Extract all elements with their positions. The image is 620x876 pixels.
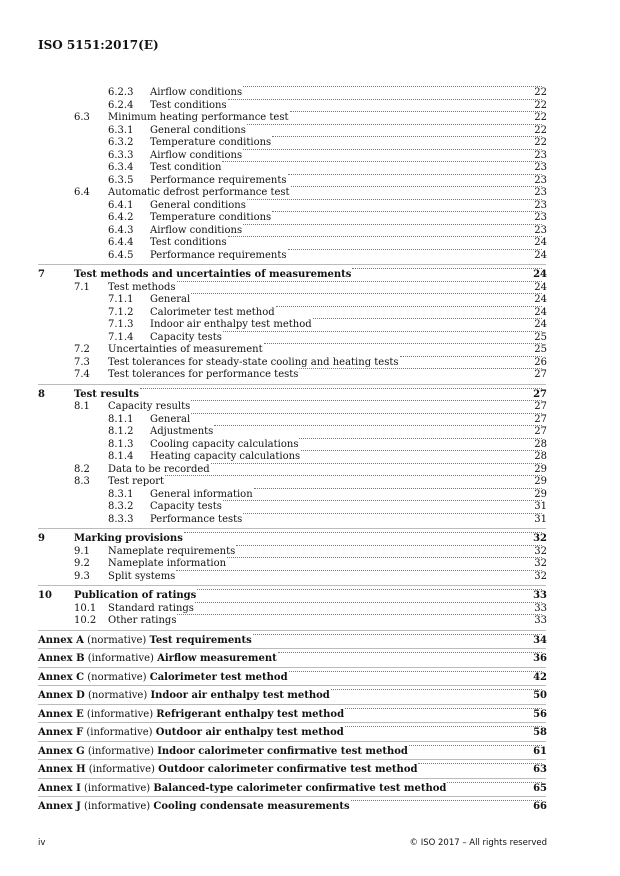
dot-leader [253,634,542,635]
toc-entry-number: 6.4.3 [108,224,134,236]
toc-entry-title: Capacity results [108,401,191,412]
dot-leader [331,689,542,690]
toc-entry-number: 8 [38,388,45,400]
toc-entry-number: 7.1.4 [108,331,134,343]
toc-page-number: 31 [534,501,547,512]
toc-entry-title: General conditions [150,124,246,136]
toc-page-number: 63 [533,764,547,775]
toc-page-number: 32 [534,545,547,557]
toc-entry-title: Airflow conditions [150,224,243,236]
annex-kind: (normative) [87,634,147,646]
copyright-notice: © ISO 2017 – All rights reserved [409,838,547,848]
toc-entry-title: Calorimeter test method [149,671,288,683]
dot-leader [409,745,542,746]
toc-annex-entry[interactable] [0,671,620,684]
toc-entry[interactable] [0,199,620,212]
toc-entry-title: Nameplate information [108,558,227,569]
dot-leader [140,388,542,389]
toc-entry-title: Performance requirements [150,174,287,186]
toc-entry-title: Standard ratings [108,602,194,614]
toc-page-number: 27 [534,369,547,380]
toc-page-number: 27 [534,413,547,425]
toc-entry-number: Annex G [38,745,85,757]
toc-entry-title: General [150,413,191,425]
toc-entry-number: 8.3.2 [108,501,134,512]
toc-entry-title: Test tolerances for performance tests [108,369,299,380]
dot-leader [222,161,542,162]
toc-page-number: 65 [533,782,547,794]
toc-entry-number: 10 [38,590,52,601]
dot-leader [299,368,542,369]
toc-entry[interactable] [0,236,620,249]
toc-entry[interactable] [0,368,620,381]
section-separator [38,778,546,779]
toc-entry-number: 6.4 [74,187,90,198]
toc-page-number: 27 [534,401,547,412]
toc-entry-number: 6.3.2 [108,137,134,148]
section-separator [38,741,546,742]
toc-entry[interactable] [0,249,620,262]
toc-annex-entry[interactable] [0,708,620,721]
toc-page-number: 24 [533,269,547,280]
toc-entry-number: 7 [38,269,45,280]
toc-entry-title: Refrigerant enthalpy test method [156,708,345,720]
toc-page-number: 61 [533,745,547,757]
toc-entry-title: Indoor air enthalpy test method [150,319,312,330]
toc-entry-number: 8.1 [74,401,90,412]
dot-leader [247,199,542,200]
toc-page-number: 27 [533,388,547,400]
toc-entry-number: 8.3 [74,476,90,487]
toc-entry-title: Airflow conditions [150,149,243,161]
dot-leader [301,450,542,451]
section-separator [38,685,546,686]
toc-annex-entry[interactable] [0,634,620,647]
toc-entry[interactable] [0,331,620,344]
toc-entry-number: Annex F [38,727,84,738]
dot-leader [351,800,542,801]
toc-entry-title: Test methods [108,281,176,293]
annex-kind: (informative) [87,653,154,664]
dot-leader [177,281,542,282]
toc-annex-entry[interactable] [0,689,620,702]
toc-entry[interactable] [0,318,620,331]
toc-entry[interactable] [0,86,620,99]
toc-page-number: 24 [534,319,547,330]
toc-entry-number: 9.2 [74,558,90,569]
dot-leader [191,413,542,414]
toc-entry-title: Cooling condensate measurements [153,801,350,812]
toc-entry-title: Performance requirements [150,249,287,261]
annex-kind: (informative) [86,708,154,720]
toc-entry-title: Test results [74,388,139,400]
toc-entry-number: Annex A [38,634,84,646]
toc-page-number: 25 [534,344,547,355]
toc-entry-title: Adjustments [150,426,214,437]
dot-leader [228,99,542,100]
dot-leader [345,708,542,709]
toc-entry[interactable] [0,425,620,438]
toc-entry-title: Capacity tests [150,331,222,343]
toc-page-number: 28 [534,438,547,450]
toc-annex-entry[interactable] [0,782,620,795]
toc-page-number: 33 [533,590,547,601]
toc-entry-number: 8.3.3 [108,513,134,525]
section-separator [38,704,546,705]
toc-page-number: 24 [534,281,547,293]
dot-leader [418,763,542,764]
page-number-roman: iv [38,838,46,848]
toc-entry-number: 8.2 [74,463,90,475]
toc-annex-entry[interactable] [0,652,620,665]
toc-entry-number: 6.3.3 [108,149,134,161]
toc-page-number: 23 [534,224,547,236]
toc-entry-number: 6.3.5 [108,174,134,186]
dot-leader [223,500,542,501]
toc-page-number: 32 [534,558,547,569]
annex-kind: (informative) [84,801,151,812]
toc-page-number: 22 [534,99,547,111]
dot-leader [243,149,542,150]
toc-entry-number: Annex D [38,690,85,701]
toc-entry-title: Outdoor calorimeter confirmative test method [158,764,418,775]
toc-entry-title: Nameplate requirements [108,545,236,557]
toc-page-number: 66 [533,801,547,812]
dot-leader [176,570,542,571]
dot-leader [236,545,542,546]
toc-entry-number: 7.2 [74,344,90,355]
toc-entry-number: 6.2.3 [108,87,134,98]
toc-page-number: 22 [534,137,547,148]
toc-entry[interactable] [0,343,620,356]
section-separator [38,384,546,385]
toc-entry-number: 6.4.1 [108,199,134,211]
toc-entry-title: Test methods and uncertainties of measurements [74,269,352,280]
section-separator [38,648,546,649]
dot-leader [276,306,542,307]
toc-entry[interactable] [0,450,620,463]
toc-entry-number: 7.1.3 [108,319,134,330]
toc-page-number: 29 [534,463,547,475]
toc-entry-title: General [150,294,191,305]
toc-entry-number: 8.1.4 [108,451,134,462]
toc-page-number: 23 [534,199,547,211]
toc-page-number: 50 [533,690,547,701]
toc-entry[interactable] [0,400,620,413]
toc-entry-number: 7.1 [74,281,90,293]
annex-kind: (informative) [87,745,155,757]
toc-entry-title: Test tolerances for steady-state cooling and heating tests [108,356,399,368]
toc-entry[interactable] [0,211,620,224]
toc-entry-number: Annex J [38,801,81,812]
toc-entry-title: Test conditions [150,99,227,111]
toc-entry-number: 6.4.2 [108,212,134,223]
dot-leader [254,488,542,489]
toc-page-number: 24 [534,237,547,248]
toc-entry-title: Indoor air enthalpy test method [150,690,330,701]
toc-entry-title: General conditions [150,199,246,211]
toc-entry[interactable] [0,500,620,513]
dot-leader [345,726,542,727]
dot-leader [288,174,542,175]
dot-leader [227,557,542,558]
dot-leader [243,86,542,87]
toc-entry-title: Airflow measurement [157,653,277,664]
toc-entry[interactable] [0,356,620,369]
toc-annex-entry[interactable] [0,745,620,758]
dot-leader [288,249,542,250]
toc-entry-number: Annex B [38,653,85,664]
dot-leader [228,236,542,237]
toc-entry[interactable] [0,513,620,526]
toc-entry[interactable] [0,99,620,112]
toc-entry[interactable] [0,463,620,476]
toc-entry-number: 7.3 [74,356,90,368]
section-separator [38,630,546,631]
toc-entry-title: Cooling capacity calculations [150,438,299,450]
toc-entry-title: Balanced-type calorimeter confirmative test method [153,782,447,794]
toc-entry[interactable] [0,388,620,401]
toc-entry-number: 9.3 [74,570,90,582]
annex-kind: (informative) [88,764,155,775]
toc-entry-number: 10.1 [74,602,97,614]
toc-entry[interactable] [0,224,620,237]
toc-entry[interactable] [0,488,620,501]
toc-entry-title: Outdoor air enthalpy test method [155,727,344,738]
dot-leader [214,425,542,426]
dot-leader [272,136,542,137]
toc-entry-number: Annex C [38,671,85,683]
toc-page-number: 23 [534,162,547,173]
toc-entry-number: 6.3.1 [108,124,134,136]
toc-annex-entry[interactable] [0,763,620,776]
toc-entry[interactable] [0,161,620,174]
toc-page-number: 25 [534,331,547,343]
toc-entry[interactable] [0,136,620,149]
toc-entry-number: 6.3 [74,112,90,123]
section-separator [38,264,546,265]
toc-page-number: 36 [533,653,547,664]
toc-page-number: 58 [533,727,547,738]
toc-page-number: 27 [534,426,547,437]
dot-leader [165,475,542,476]
dot-leader [291,186,542,187]
toc-entry-title: Heating capacity calculations [150,451,301,462]
toc-entry[interactable] [0,149,620,162]
toc-entry[interactable] [0,111,620,124]
toc-entry-number: 6.2.4 [108,99,134,111]
toc-entry[interactable] [0,174,620,187]
toc-entry-number: 8.1.2 [108,426,134,437]
toc-entry-number: Annex H [38,764,86,775]
toc-entry-title: General information [150,488,253,500]
toc-page-number: 31 [534,513,547,525]
dot-leader [289,671,542,672]
toc-entry-number: 9.1 [74,545,90,557]
toc-page-number: 23 [534,187,547,198]
toc-entry-title: Minimum heating performance test [108,112,289,123]
dot-leader [272,211,542,212]
toc-page-number: 34 [533,634,547,646]
toc-entry-title: Performance tests [150,513,243,525]
section-separator [38,667,546,668]
toc-page-number: 23 [534,174,547,186]
toc-entry[interactable] [0,589,620,602]
dot-leader [243,224,542,225]
toc-entry-title: Calorimeter test method [150,306,275,318]
toc-entry-number: 8.1.3 [108,438,134,450]
toc-entry-title: Marking provisions [74,533,183,544]
toc-page-number: 22 [534,112,547,123]
toc-page-number: 24 [534,294,547,305]
toc-entry[interactable] [0,306,620,319]
toc-page-number: 32 [534,570,547,582]
toc-entry-number: 8.1.1 [108,413,134,425]
toc-entry[interactable] [0,532,620,545]
toc-page-number: 24 [534,306,547,318]
section-separator [38,722,546,723]
dot-leader [211,463,542,464]
toc-entry-number: 8.3.1 [108,488,134,500]
toc-entry-number: 7.1.1 [108,294,134,305]
toc-entry-number: 7.1.2 [108,306,134,318]
toc-entry-number: 9 [38,533,45,544]
toc-page-number: 29 [534,476,547,487]
toc-entry-title: Test report [108,476,165,487]
dot-leader [400,356,542,357]
toc-entry[interactable] [0,281,620,294]
toc-page-number: 23 [534,212,547,223]
dot-leader [197,589,542,590]
dot-leader [243,513,542,514]
toc-entry-title: Test conditions [150,237,227,248]
dot-leader [177,614,542,615]
toc-entry[interactable] [0,602,620,615]
toc-page-number: 42 [533,671,547,683]
toc-entry-title: Data to be recorded [108,463,210,475]
toc-entry[interactable] [0,614,620,627]
dot-leader [447,782,542,783]
toc-entry-title: Publication of ratings [74,590,197,601]
toc-page-number: 23 [534,149,547,161]
toc-entry[interactable] [0,475,620,488]
toc-entry-number: 6.4.5 [108,249,134,261]
dot-leader [247,124,542,125]
toc-entry-number: 6.3.4 [108,162,134,173]
toc-entry-number: 6.4.4 [108,237,134,248]
toc-entry-title: Airflow conditions [150,87,243,98]
toc-entry[interactable] [0,438,620,451]
toc-page-number: 56 [533,708,547,720]
toc-annex-entry[interactable] [0,726,620,739]
dot-leader [223,331,542,332]
toc-page-number: 33 [534,615,547,626]
toc-entry-title: Split systems [108,570,176,582]
toc-entry[interactable] [0,124,620,137]
toc-page-number: 32 [533,533,547,544]
dot-leader [278,652,542,653]
section-separator [38,759,546,760]
document-id-header: ISO 5151:2017(E) [38,38,159,52]
toc-page-number: 33 [534,602,547,614]
toc-page-number: 29 [534,488,547,500]
toc-entry[interactable] [0,570,620,583]
dot-leader [184,532,542,533]
dot-leader [191,400,542,401]
toc-entry-title: Test condition [150,162,222,173]
toc-page-number: 28 [534,451,547,462]
toc-entry-title: Temperature conditions [150,212,272,223]
toc-entry[interactable] [0,545,620,558]
toc-entry-title: Uncertainties of measurement [108,344,263,355]
toc-entry-number: 7.4 [74,369,90,380]
section-separator [38,796,546,797]
toc-entry[interactable] [0,413,620,426]
toc-page-number: 22 [534,124,547,136]
annex-kind: (informative) [86,727,153,738]
toc-entry-number: Annex I [38,782,81,794]
dot-leader [299,438,542,439]
annex-kind: (normative) [87,671,147,683]
toc-entry-number: Annex E [38,708,84,720]
toc-annex-entry[interactable] [0,800,620,813]
annex-kind: (normative) [87,690,148,701]
toc-page-number: 24 [534,249,547,261]
dot-leader [264,343,542,344]
section-separator [38,585,546,586]
toc-page-number: 26 [534,356,547,368]
section-separator [38,528,546,529]
toc-entry-title: Other ratings [108,615,177,626]
toc-entry[interactable] [0,186,620,199]
toc-page-number: 22 [534,87,547,98]
dot-leader [352,268,542,269]
dot-leader [191,293,542,294]
toc-entry-title: Test requirements [149,634,252,646]
toc-entry[interactable] [0,293,620,306]
toc-entry[interactable] [0,268,620,281]
toc-entry-number: 10.2 [74,615,97,626]
dot-leader [195,602,542,603]
dot-leader [313,318,542,319]
dot-leader [290,111,542,112]
toc-entry[interactable] [0,557,620,570]
toc-entry-title: Automatic defrost performance test [108,187,290,198]
toc-entry-title: Temperature conditions [150,137,272,148]
toc-entry-title: Indoor calorimeter confirmative test method [157,745,408,757]
annex-kind: (informative) [83,782,151,794]
toc-entry-title: Capacity tests [150,501,222,512]
